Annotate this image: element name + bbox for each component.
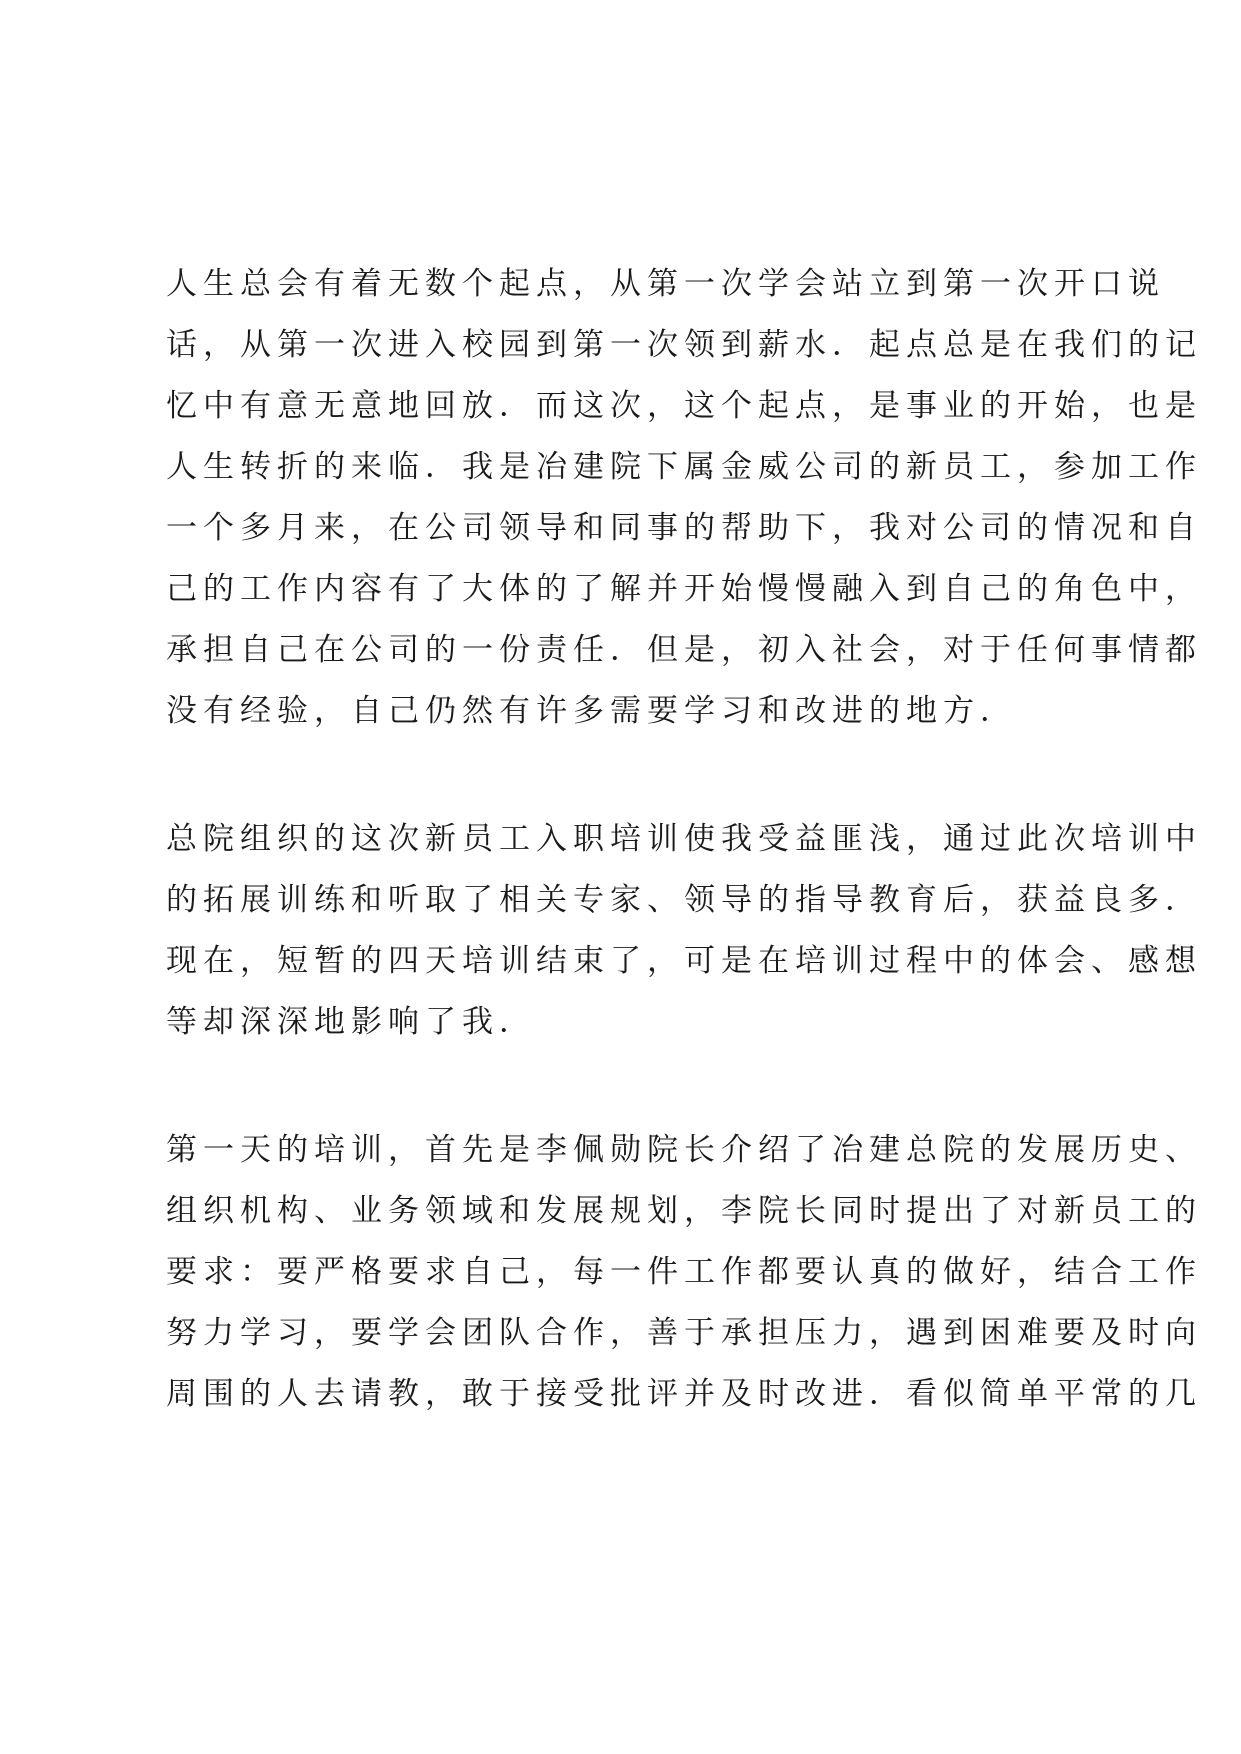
text-line: 人生转折的来临．我是冶建院下属金威公司的新员工，参加工作 [166,449,1202,485]
text-line: 总院组织的这次新员工入职培训使我受益匪浅，通过此次培训中 [166,821,1202,857]
text-line: 第一天的培训，首先是李佩勋院长介绍了冶建总院的发展历史、 [166,1132,1202,1168]
text-line: 现在，短暂的四天培训结束了，可是在培训过程中的体会、感想 [166,943,1202,979]
text-line: 努力学习，要学会团队合作，善于承担压力，遇到困难要及时向 [166,1315,1202,1351]
text-line: 周围的人去请教，敢于接受批评并及时改进．看似简单平常的几 [166,1376,1202,1412]
text-line: 要求：要严格要求自己，每一件工作都要认真的做好，结合工作 [166,1254,1202,1290]
text-line: 承担自己在公司的一份责任．但是，初入社会，对于任何事情都 [166,632,1202,668]
text-line: 等却深深地影响了我． [166,1004,536,1040]
text-line: 组织机构、业务领域和发展规划，李院长同时提出了对新员工的 [166,1193,1202,1229]
text-line: 己的工作内容有了大体的了解并开始慢慢融入到自己的角色中， [166,571,1202,607]
text-line: 没有经验，自己仍然有许多需要学习和改进的地方． [166,693,1017,729]
text-line: 一个多月来，在公司领导和同事的帮助下，我对公司的情况和自 [166,510,1202,546]
text-line: 的拓展训练和听取了相关专家、领导的指导教育后，获益良多． [166,882,1202,918]
text-line: 人生总会有着无数个起点，从第一次学会站立到第一次开口说 [166,266,1165,302]
text-line: 话，从第一次进入校园到第一次领到薪水．起点总是在我们的记 [166,327,1202,363]
text-line: 忆中有意无意地回放．而这次，这个起点，是事业的开始，也是 [166,388,1202,424]
